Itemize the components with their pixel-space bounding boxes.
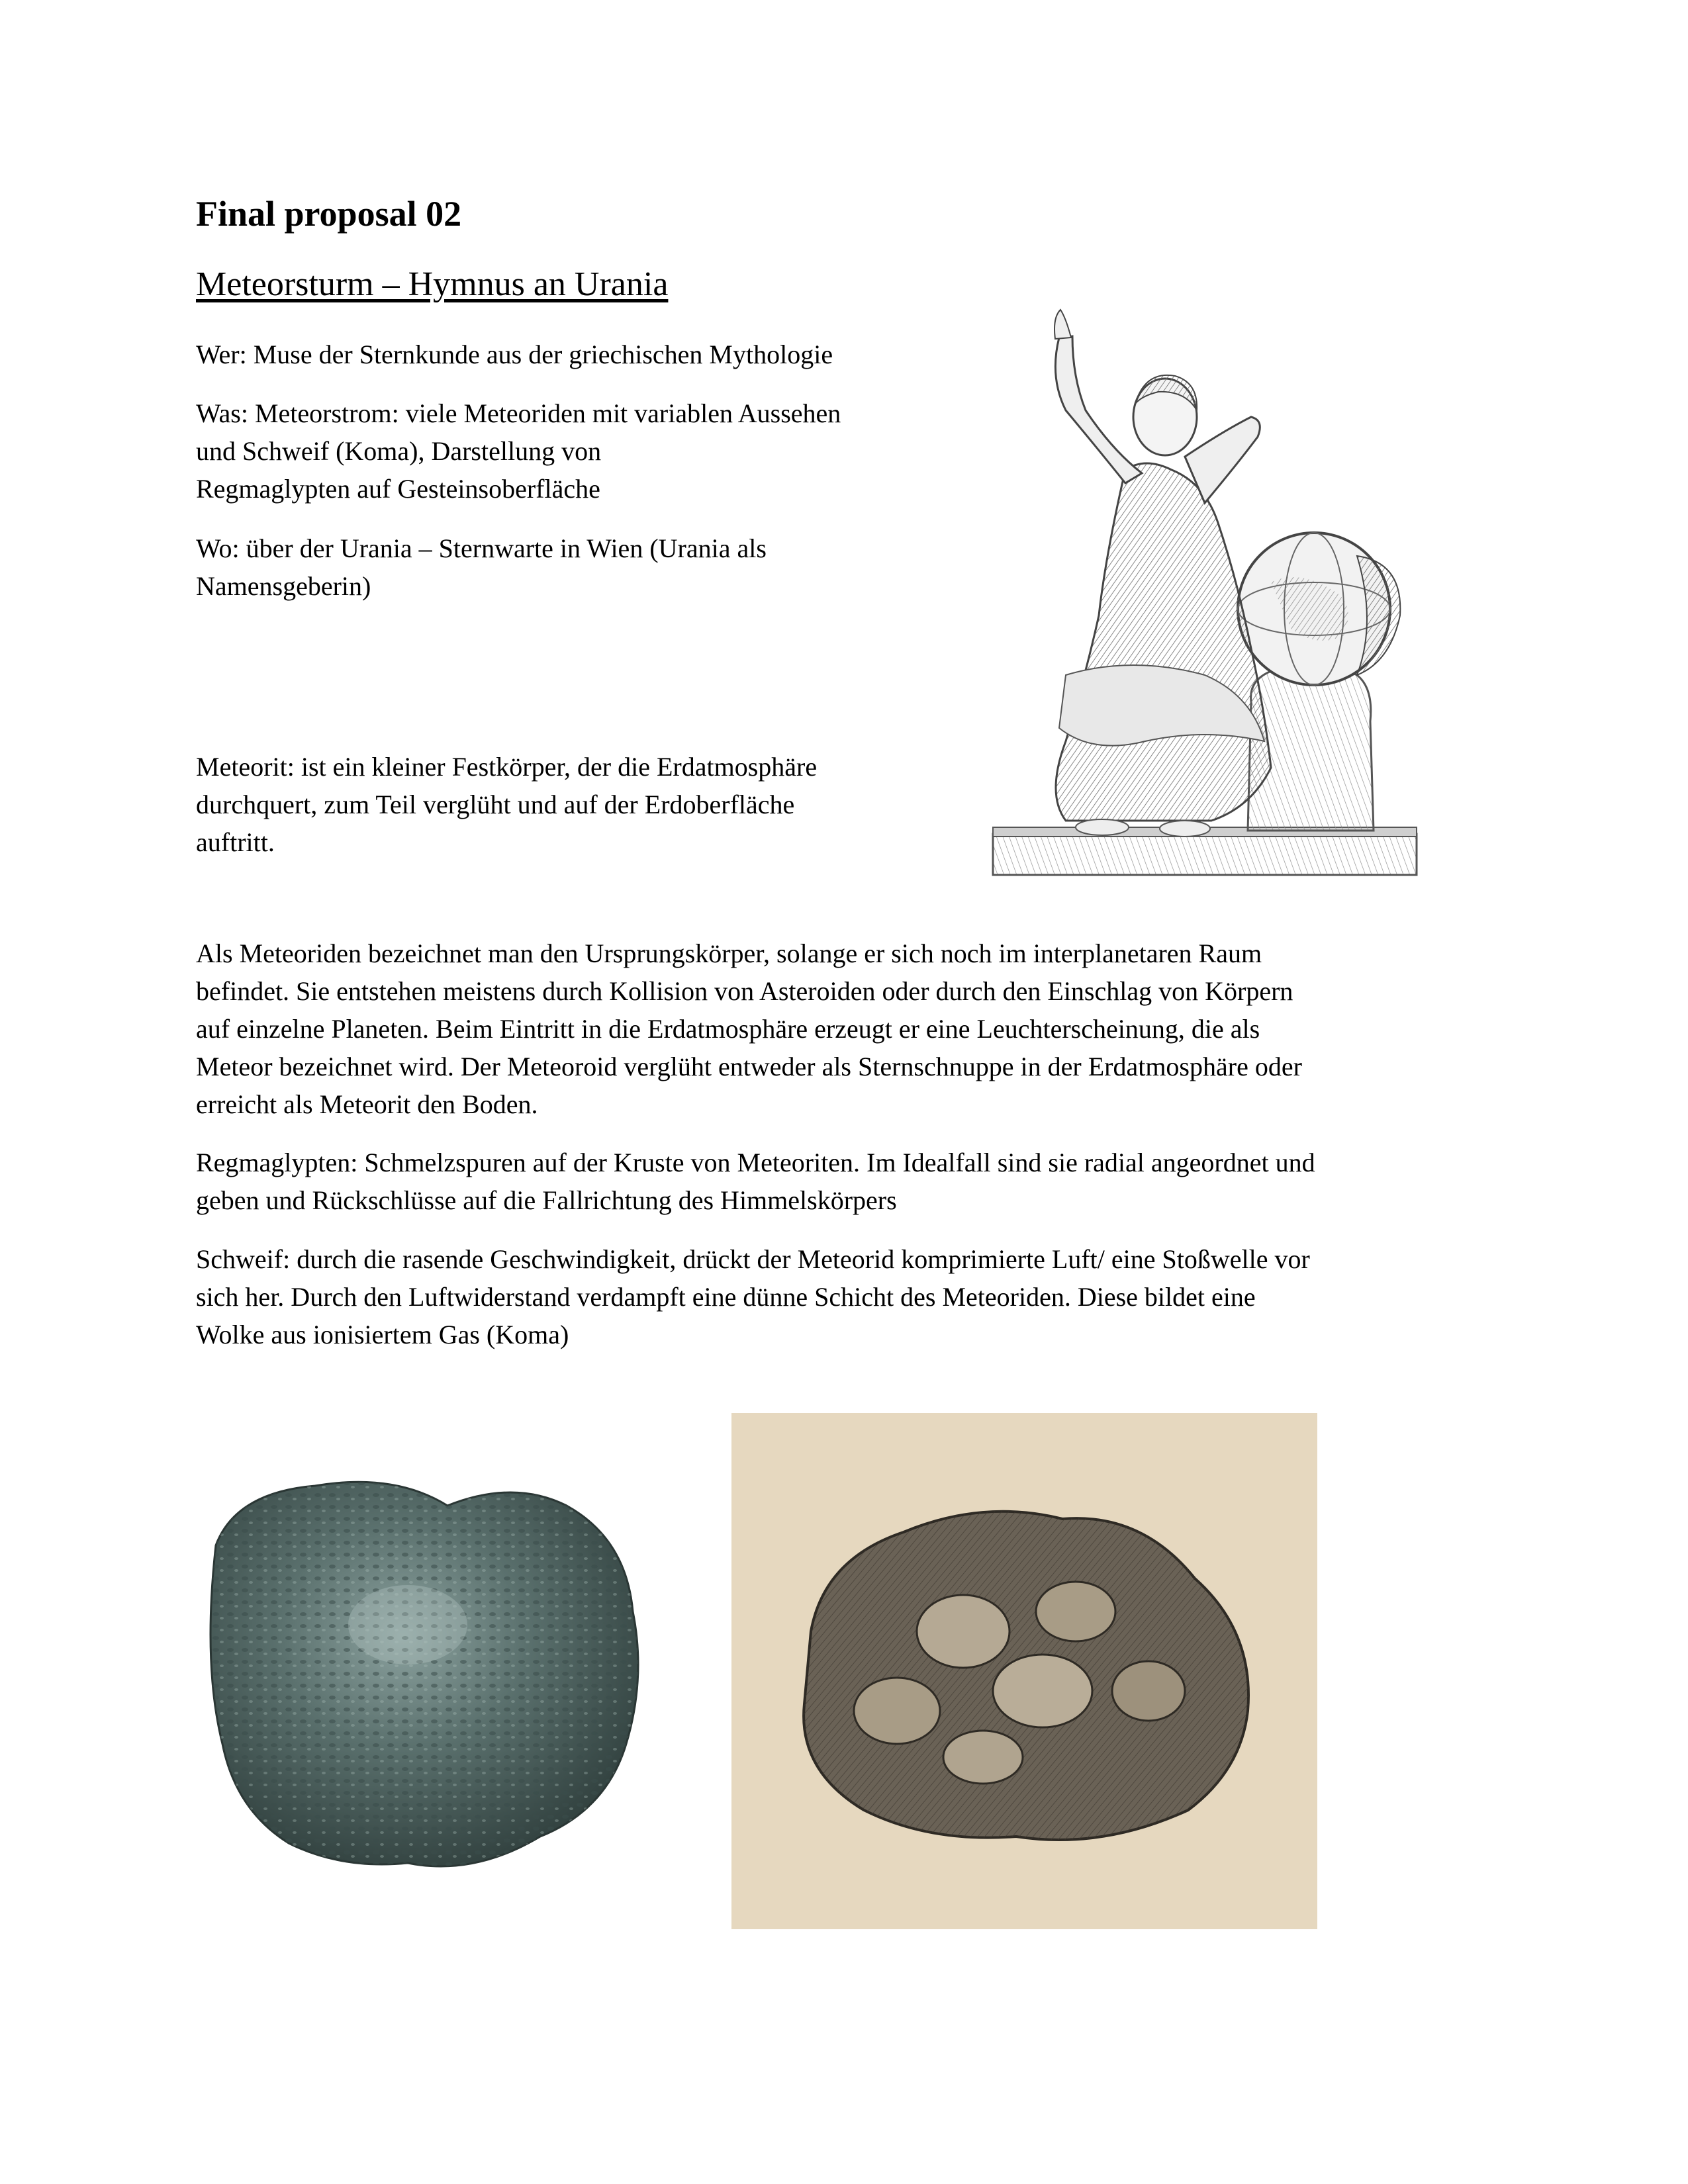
text-line: durchquert, zum Teil verglüht und auf der Erdoberfläche	[196, 790, 795, 819]
paragraph-schweif	[196, 1240, 1493, 1353]
text-line: auftritt.	[196, 827, 275, 857]
paragraph-meteoriden	[196, 934, 1493, 1123]
text-line: Was: Meteorstrom: viele Meteoriden mit variablen Aussehen	[196, 398, 841, 428]
text-line: Regmaglypten auf Gesteinsoberfläche	[196, 474, 600, 504]
text-line: auf einzelne Planeten. Beim Eintritt in die Erdatmosphäre erzeugt er eine Leuchterscheinung, die als	[196, 1014, 1260, 1044]
text-line: Als Meteoriden bezeichnet man den Ursprungskörper, solange er sich noch im interplanetaren Raum	[196, 938, 1262, 968]
document-subtitle: Meteorsturm – Hymnus an Urania	[196, 265, 669, 303]
text-line: Wer: Muse der Sternkunde aus der griechischen Mythologie	[196, 340, 833, 369]
text-line: befindet. Sie entstehen meistens durch Kollision von Asteroiden oder durch den Einschlag von Körpern	[196, 976, 1293, 1006]
text-line: sich her. Durch den Luftwiderstand verdampft eine dünne Schicht des Meteoriden. Diese bildet eine	[196, 1282, 1256, 1312]
text-line: Schweif: durch die rasende Geschwindigkeit, drückt der Meteorid komprimierte Luft/ eine Stoßwelle vor	[196, 1244, 1310, 1274]
text-line: Wolke aus ionisiertem Gas (Koma)	[196, 1320, 569, 1349]
text-line: und Schweif (Koma), Darstellung von	[196, 436, 602, 466]
paragraph-was	[196, 394, 984, 508]
meteorite-engraving	[731, 1413, 1317, 1929]
text-line: erreicht als Meteorit den Boden.	[196, 1089, 538, 1119]
paragraph-meteorit	[196, 748, 984, 861]
text-line: Meteorit: ist ein kleiner Festkörper, der die Erdatmosphäre	[196, 752, 818, 782]
paragraph-wer	[196, 336, 984, 373]
paragraph-regmaglypten	[196, 1144, 1493, 1219]
meteorite-photo	[196, 1466, 653, 1889]
text-line: Meteor bezeichnet wird. Der Meteoroid verglüht entweder als Sternschnuppe in der Erdatmosphäre oder	[196, 1052, 1302, 1081]
paragraph-wo	[196, 529, 984, 605]
urania-statue-image	[986, 304, 1423, 887]
text-line: geben und Rückschlüsse auf die Fallrichtung des Himmelskörpers	[196, 1185, 897, 1215]
document-title: Final proposal 02	[196, 194, 462, 234]
text-line: Regmaglypten: Schmelzspuren auf der Kruste von Meteoriten. Im Idealfall sind sie radial angeordnet und	[196, 1148, 1315, 1177]
text-line: Wo: über der Urania – Sternwarte in Wien (Urania als	[196, 533, 767, 563]
text-line: Namensgeberin)	[196, 571, 371, 601]
